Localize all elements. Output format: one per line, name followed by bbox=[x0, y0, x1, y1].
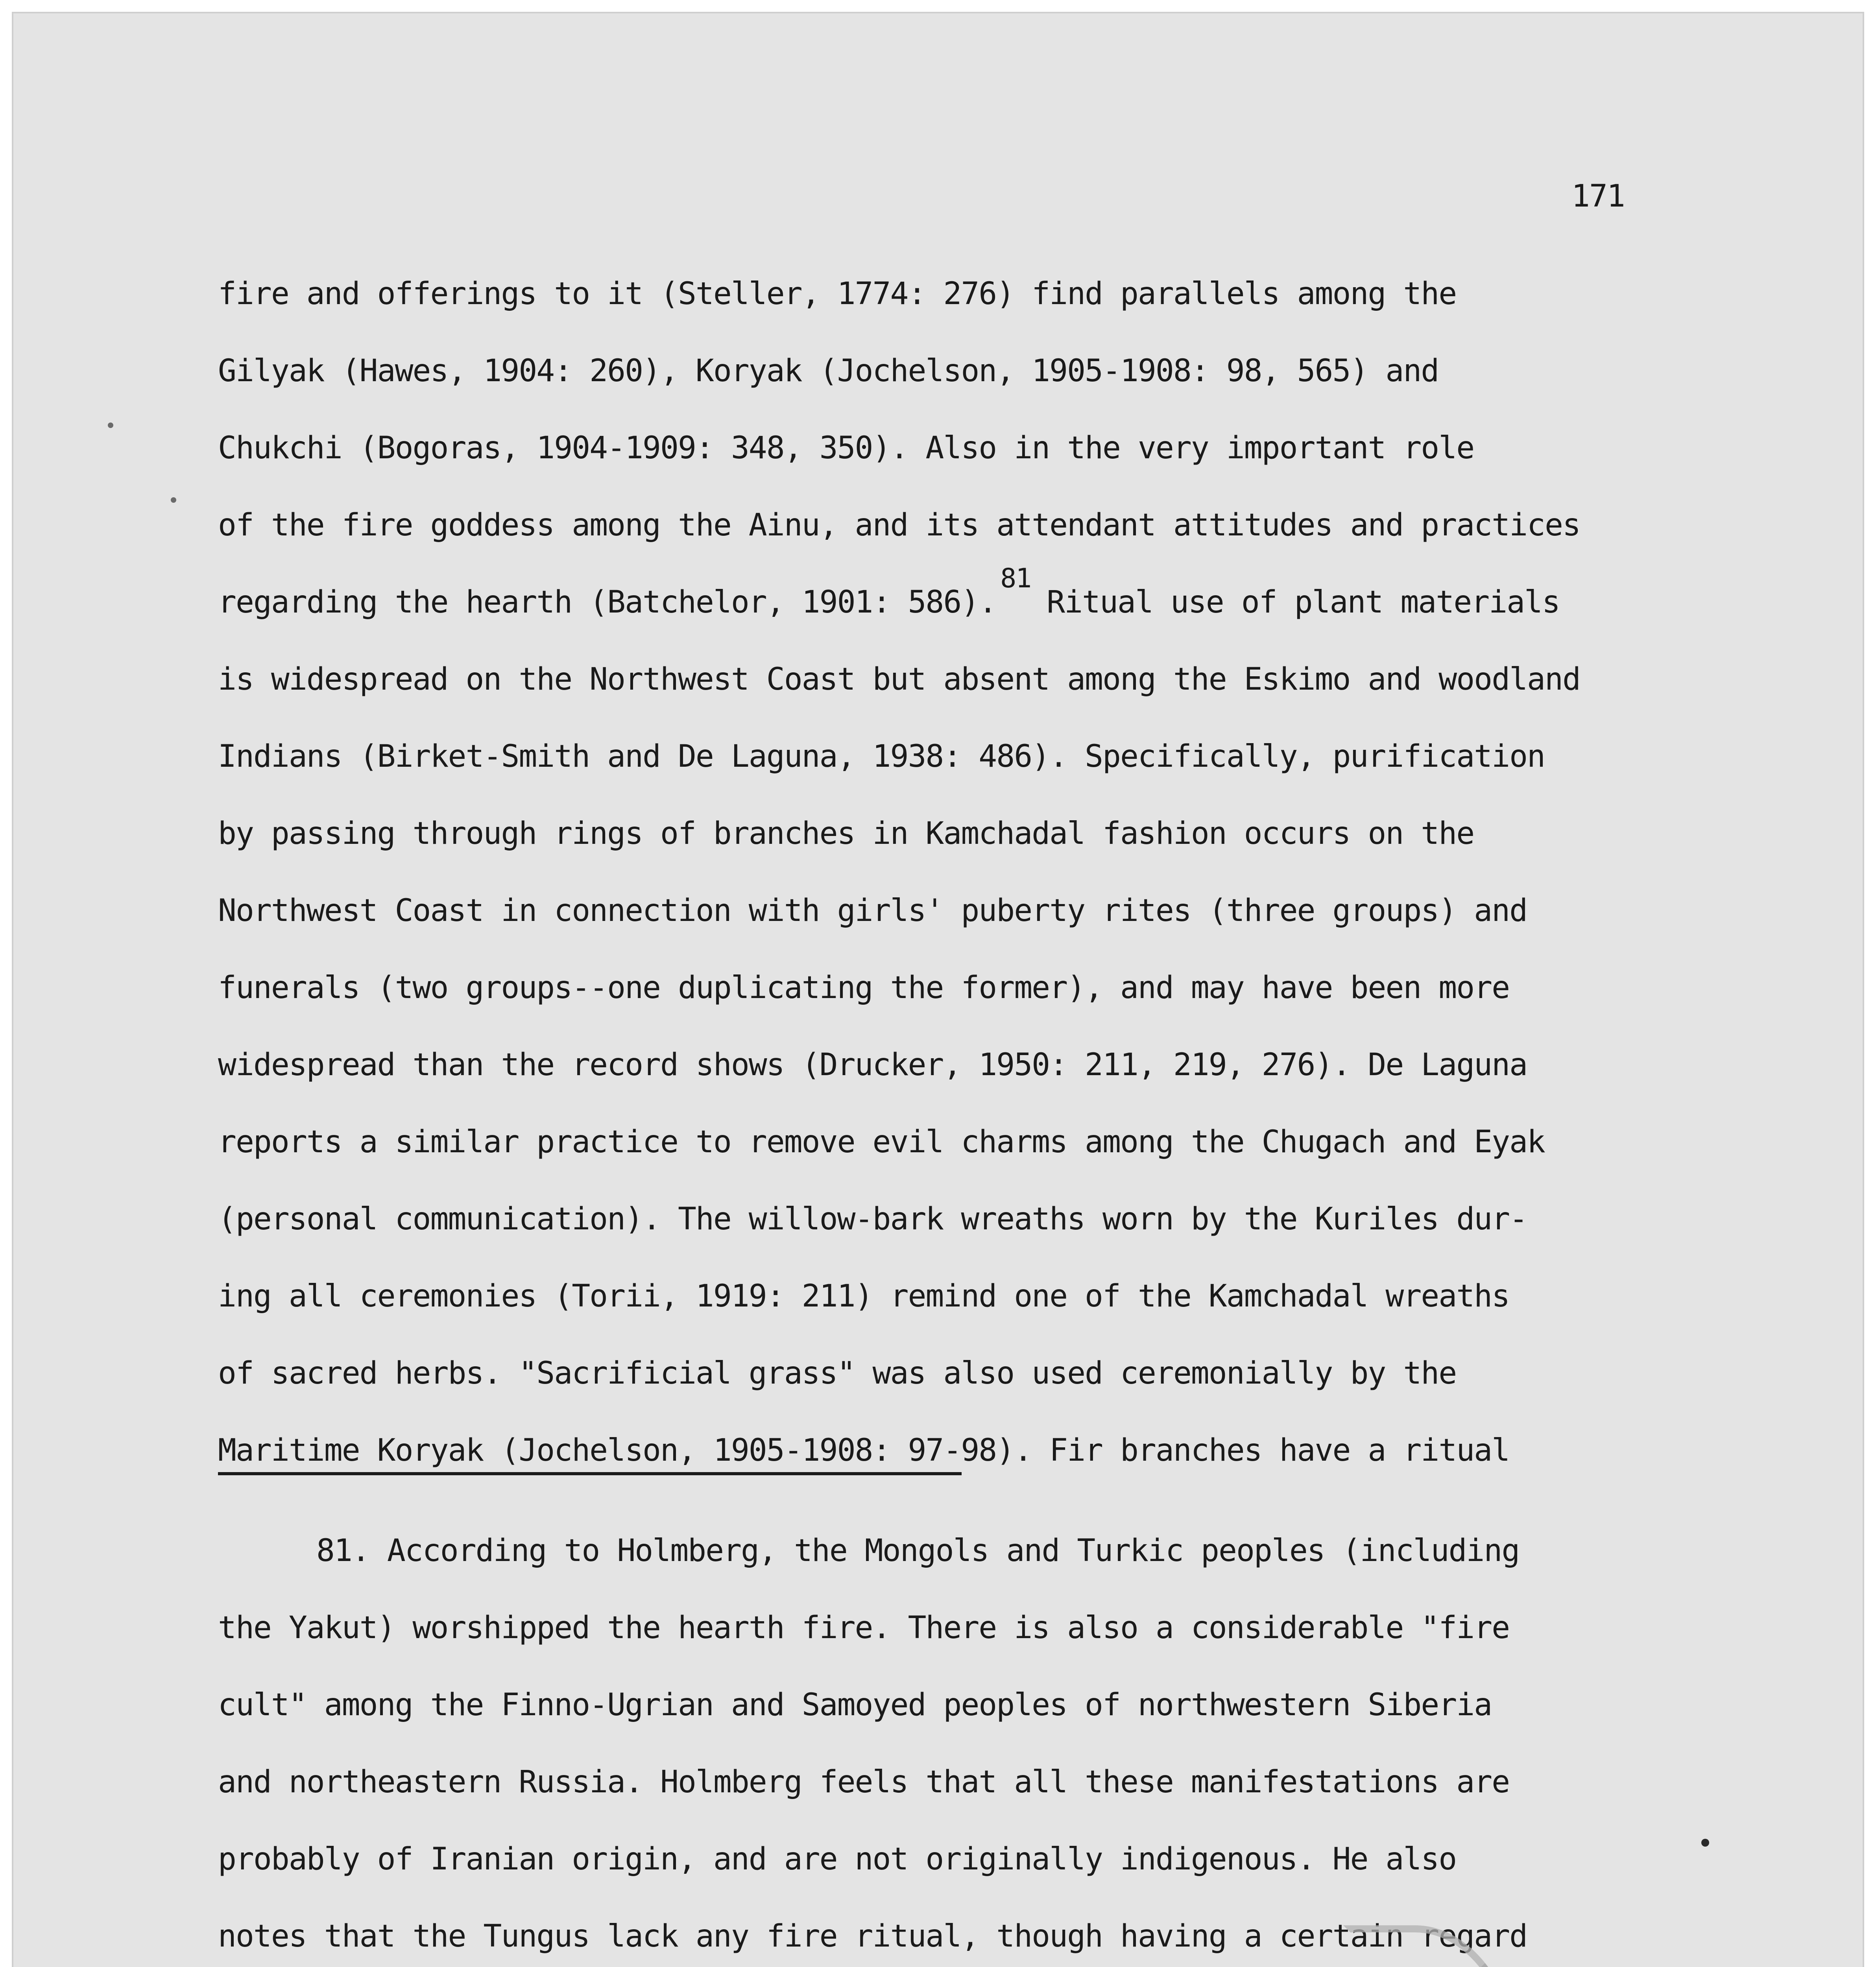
footnote-line: and northeastern Russia. Holmberg feels that all these manifestations are bbox=[218, 1764, 1510, 1800]
body-line: Gilyak (Hawes, 1904: 260), Koryak (Jochelson, 1905-1908: 98, 565) and bbox=[218, 353, 1439, 389]
footnote-text: According to Holmberg, the Mongols and Turkic peoples (including bbox=[387, 1533, 1520, 1568]
footnote-line: the Yakut) worshipped the hearth fire. There is also a considerable "fire bbox=[218, 1610, 1510, 1646]
body-line: funerals (two groups--one duplicating the former), and may have been more bbox=[218, 970, 1510, 1006]
body-line: Maritime Koryak (Jochelson, 1905-1908: 97-98). Fir branches have a ritual bbox=[218, 1433, 1510, 1468]
body-line: reports a similar practice to remove evil charms among the Chugach and Eyak bbox=[218, 1124, 1545, 1160]
footnote-line: probably of Iranian origin, and are not originally indigenous. He also bbox=[218, 1842, 1457, 1877]
body-line: widespread than the record shows (Drucker, 1950: 211, 219, 276). De Laguna bbox=[218, 1047, 1527, 1083]
body-line: of sacred herbs. "Sacrificial grass" was also used ceremonially by the bbox=[218, 1356, 1457, 1391]
body-line: ing all ceremonies (Torii, 1919: 211) remind one of the Kamchadal wreaths bbox=[218, 1279, 1510, 1314]
footnote-line bbox=[218, 1512, 1527, 1589]
body-line: by passing through rings of branches in Kamchadal fashion occurs on the bbox=[218, 816, 1474, 851]
footnote-marker: 81. bbox=[316, 1533, 369, 1568]
footnote-reference: 81 bbox=[1000, 563, 1031, 594]
body-line: fire and offerings to it (Steller, 1774: 276) find parallels among the bbox=[218, 276, 1457, 312]
body-line: Indians (Birket-Smith and De Laguna, 1938: 486). Specifically, purification bbox=[218, 739, 1545, 774]
body-line: is widespread on the Northwest Coast but absent among the Eskimo and woodland bbox=[218, 662, 1580, 697]
scan-speck bbox=[108, 423, 113, 428]
body-line: Chukchi (Bogoras, 1904-1909: 348, 350). Also in the very important role bbox=[218, 430, 1474, 466]
body-line-with-footnote bbox=[218, 564, 1580, 641]
body-line-tail: Ritual use of plant materials bbox=[1047, 585, 1560, 620]
document-page bbox=[12, 12, 1864, 1967]
body-text bbox=[218, 255, 1580, 1489]
body-line: of the fire goddess among the Ainu, and its attendant attitudes and practices bbox=[218, 507, 1580, 543]
body-line: (personal communication). The willow-bark wreaths worn by the Kuriles dur- bbox=[218, 1201, 1527, 1237]
footnote-divider bbox=[218, 1472, 962, 1475]
scan-speck bbox=[1701, 1839, 1709, 1847]
footnote-line: cult" among the Finno-Ugrian and Samoyed peoples of northwestern Siberia bbox=[218, 1687, 1492, 1723]
footnote-line: notes that the Tungus lack any fire ritual, though having a certain regard bbox=[218, 1919, 1527, 1954]
page-number: 171 bbox=[1571, 179, 1625, 214]
footnote bbox=[218, 1512, 1527, 1967]
body-line-head: regarding the hearth (Batchelor, 1901: 586). bbox=[218, 585, 997, 620]
scan-speck bbox=[171, 497, 176, 503]
body-line: Northwest Coast in connection with girls' puberty rites (three groups) and bbox=[218, 893, 1527, 928]
